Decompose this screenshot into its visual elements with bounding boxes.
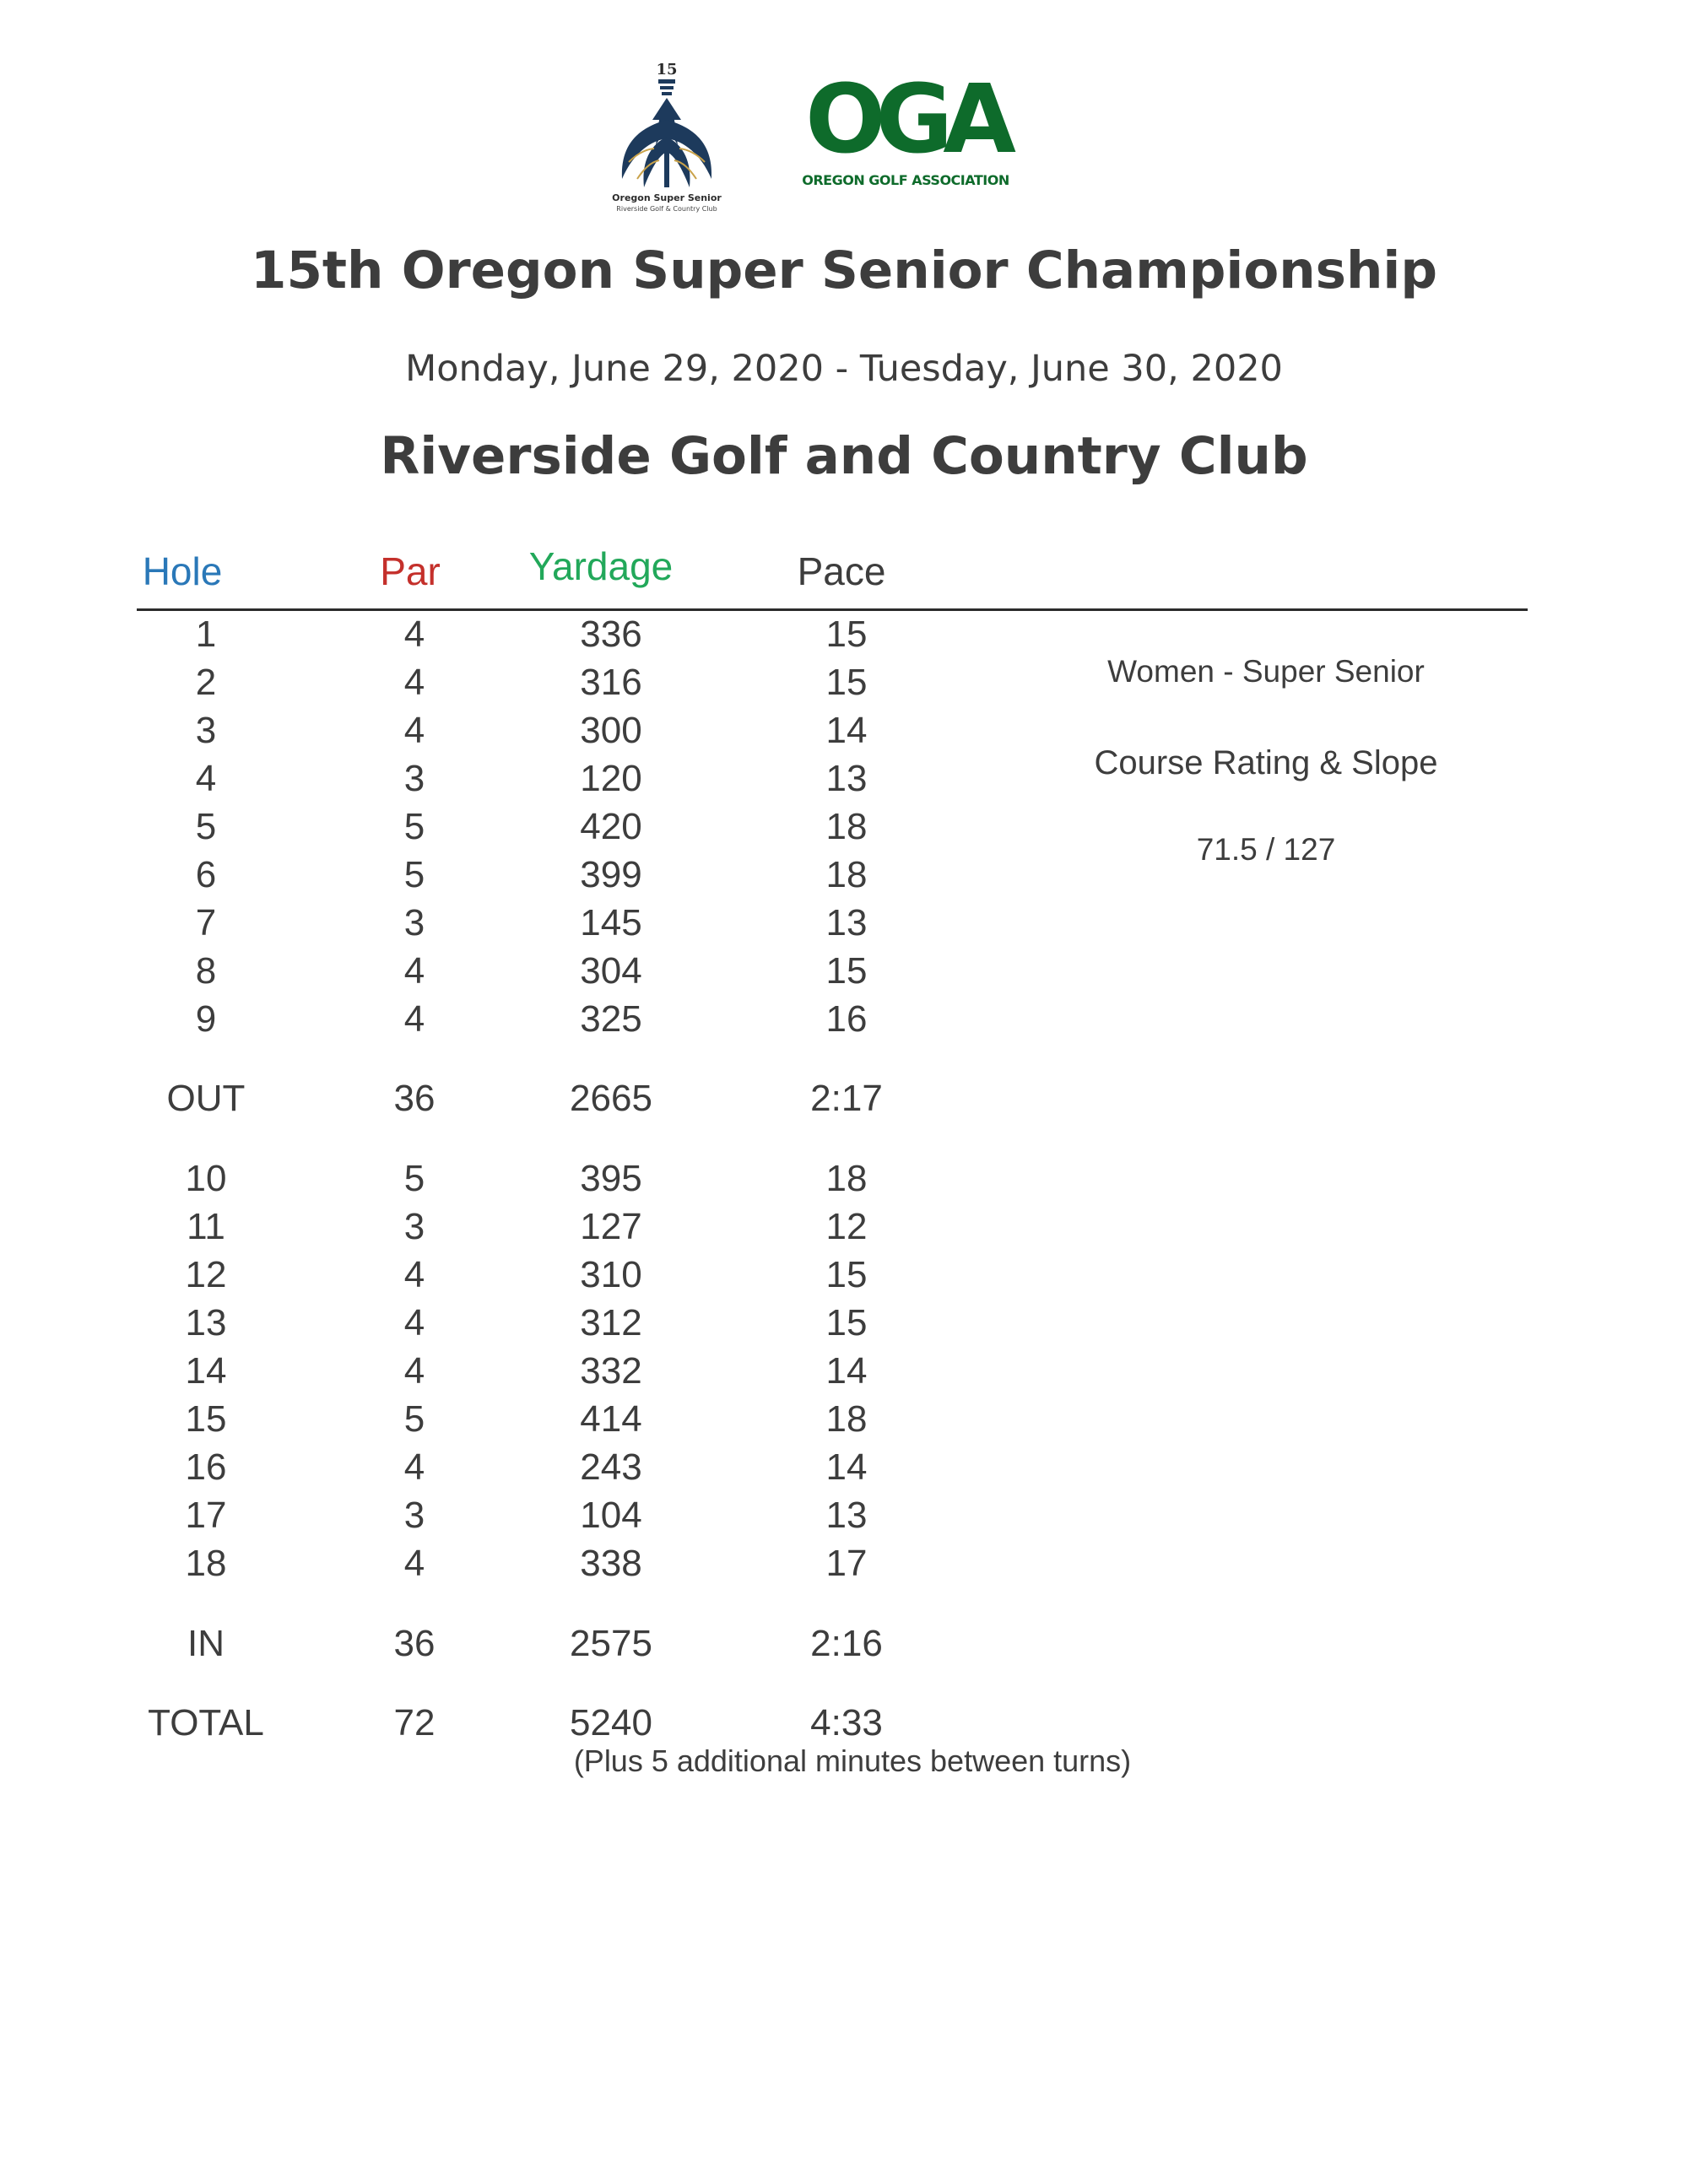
par-cell: 4 bbox=[403, 1543, 425, 1584]
logo-club-name: Riverside Golf & Country Club bbox=[616, 205, 717, 213]
column-header-pace: Pace bbox=[797, 549, 886, 593]
pace-cell: 18 bbox=[825, 1398, 868, 1440]
pace-cell: 15 bbox=[825, 1254, 868, 1295]
hole-cell: IN bbox=[187, 1623, 225, 1664]
yardage-cell: 304 bbox=[580, 950, 642, 992]
pace-cell: 18 bbox=[825, 806, 868, 847]
pace-cell: 18 bbox=[825, 854, 868, 895]
par-cell: 4 bbox=[403, 1446, 425, 1488]
yardage-cell: 414 bbox=[580, 1398, 642, 1440]
header-divider bbox=[137, 608, 1528, 611]
pace-cell: 13 bbox=[825, 902, 868, 943]
pace-cell: 17 bbox=[825, 1543, 868, 1584]
hole-cell: 18 bbox=[185, 1543, 227, 1584]
yardage-cell: 399 bbox=[580, 854, 642, 895]
out-subtotal-row bbox=[0, 1080, 1688, 1127]
super-senior-logo bbox=[603, 61, 730, 219]
pace-cell: 13 bbox=[825, 758, 868, 799]
pace-cell: 15 bbox=[825, 614, 868, 655]
hole-cell: 9 bbox=[195, 998, 217, 1040]
logo-edition: 15 bbox=[656, 61, 678, 78]
par-cell: 4 bbox=[403, 1302, 425, 1343]
oga-full-name: OREGON GOLF ASSOCIATION bbox=[802, 172, 1009, 188]
table-row bbox=[0, 1208, 1688, 1256]
yardage-cell: 336 bbox=[580, 614, 642, 655]
hole-cell: 12 bbox=[185, 1254, 227, 1295]
pace-cell: 15 bbox=[825, 950, 868, 992]
pace-cell: 14 bbox=[825, 1446, 868, 1488]
par-cell: 4 bbox=[403, 614, 425, 655]
yardage-cell: 316 bbox=[580, 662, 642, 703]
hole-cell: 15 bbox=[185, 1398, 227, 1440]
par-cell: 4 bbox=[403, 1254, 425, 1295]
rating-value: 71.5 / 127 bbox=[1196, 832, 1336, 867]
rating-heading: Course Rating & Slope bbox=[1094, 744, 1438, 781]
oga-wordmark: OGA bbox=[805, 65, 1006, 175]
yardage-cell: 312 bbox=[580, 1302, 642, 1343]
par-cell: 5 bbox=[403, 1398, 425, 1440]
pace-cell: 15 bbox=[825, 662, 868, 703]
pace-cell: 14 bbox=[825, 710, 868, 751]
pace-cell: 18 bbox=[825, 1158, 868, 1199]
tee-category: Women - Super Senior bbox=[1107, 654, 1425, 689]
hole-cell: TOTAL bbox=[148, 1702, 264, 1743]
hole-cell: 5 bbox=[195, 806, 217, 847]
table-row bbox=[0, 902, 1688, 952]
yardage-cell: 332 bbox=[580, 1350, 642, 1392]
column-header-par: Par bbox=[380, 549, 441, 593]
pace-cell: 2:17 bbox=[810, 1078, 883, 1119]
yardage-cell: 127 bbox=[580, 1206, 642, 1247]
par-cell: 4 bbox=[403, 1350, 425, 1392]
oga-logo bbox=[800, 65, 1011, 196]
hole-cell: 2 bbox=[195, 662, 217, 703]
table-row bbox=[0, 1545, 1688, 1592]
in-subtotal-row bbox=[0, 1625, 1688, 1673]
pace-note: (Plus 5 additional minutes between turns) bbox=[573, 1743, 1132, 1778]
hole-cell: 14 bbox=[185, 1350, 227, 1392]
page-title: 15th Oregon Super Senior Championship bbox=[251, 241, 1437, 300]
hole-cell: 6 bbox=[195, 854, 217, 895]
par-cell: 5 bbox=[403, 806, 425, 847]
hole-cell: 4 bbox=[195, 758, 217, 799]
table-row bbox=[0, 1302, 1688, 1352]
pace-cell: 14 bbox=[825, 1350, 868, 1392]
hole-cell: 16 bbox=[185, 1446, 227, 1488]
pace-cell: 15 bbox=[825, 1302, 868, 1343]
hole-cell: 3 bbox=[195, 710, 217, 751]
yardage-cell: 325 bbox=[580, 998, 642, 1040]
yardage-cell: 2575 bbox=[570, 1623, 652, 1664]
par-cell: 5 bbox=[403, 1158, 425, 1199]
hole-cell: 7 bbox=[195, 902, 217, 943]
hole-cell: 8 bbox=[195, 950, 217, 992]
hole-cell: OUT bbox=[166, 1078, 246, 1119]
table-row bbox=[0, 1398, 1688, 1448]
logo-event-name: Oregon Super Senior bbox=[612, 192, 722, 203]
par-cell: 72 bbox=[393, 1702, 436, 1743]
column-header-hole: Hole bbox=[142, 549, 223, 593]
yardage-cell: 310 bbox=[580, 1254, 642, 1295]
venue-name: Riverside Golf and Country Club bbox=[380, 426, 1308, 486]
yardage-cell: 243 bbox=[580, 1446, 642, 1488]
hole-cell: 17 bbox=[185, 1495, 227, 1536]
pace-cell: 16 bbox=[825, 998, 868, 1040]
yardage-cell: 2665 bbox=[570, 1078, 652, 1119]
par-cell: 4 bbox=[403, 998, 425, 1040]
par-cell: 5 bbox=[403, 854, 425, 895]
hole-cell: 1 bbox=[195, 614, 217, 655]
fountain-emblem-icon bbox=[603, 61, 730, 196]
table-row bbox=[0, 1446, 1688, 1496]
par-cell: 3 bbox=[403, 758, 425, 799]
pace-cell: 13 bbox=[825, 1495, 868, 1536]
yardage-cell: 300 bbox=[580, 710, 642, 751]
yardage-cell: 420 bbox=[580, 806, 642, 847]
par-cell: 36 bbox=[393, 1078, 436, 1119]
yardage-cell: 338 bbox=[580, 1543, 642, 1584]
event-dates: Monday, June 29, 2020 - Tuesday, June 30, 2020 bbox=[405, 348, 1283, 390]
pace-cell: 4:33 bbox=[810, 1702, 883, 1743]
par-cell: 3 bbox=[403, 1206, 425, 1247]
par-cell: 4 bbox=[403, 710, 425, 751]
table-row bbox=[0, 1160, 1688, 1208]
yardage-cell: 104 bbox=[580, 1495, 642, 1536]
par-cell: 3 bbox=[403, 902, 425, 943]
column-header-yardage: Yardage bbox=[528, 544, 674, 588]
hole-cell: 13 bbox=[185, 1302, 227, 1343]
table-row bbox=[0, 950, 1688, 1000]
par-cell: 36 bbox=[393, 1623, 436, 1664]
pace-cell: 12 bbox=[825, 1206, 868, 1247]
yardage-cell: 120 bbox=[580, 758, 642, 799]
table-row bbox=[0, 1254, 1688, 1304]
par-cell: 3 bbox=[403, 1495, 425, 1536]
yardage-cell: 395 bbox=[580, 1158, 642, 1199]
par-cell: 4 bbox=[403, 950, 425, 992]
pace-cell: 2:16 bbox=[810, 1623, 883, 1664]
hole-cell: 10 bbox=[185, 1158, 227, 1199]
yardage-cell: 5240 bbox=[570, 1702, 652, 1743]
table-row bbox=[0, 1350, 1688, 1400]
table-row bbox=[0, 1497, 1688, 1544]
table-row bbox=[0, 998, 1688, 1048]
par-cell: 4 bbox=[403, 662, 425, 703]
hole-cell: 11 bbox=[187, 1206, 225, 1247]
yardage-cell: 145 bbox=[580, 902, 642, 943]
